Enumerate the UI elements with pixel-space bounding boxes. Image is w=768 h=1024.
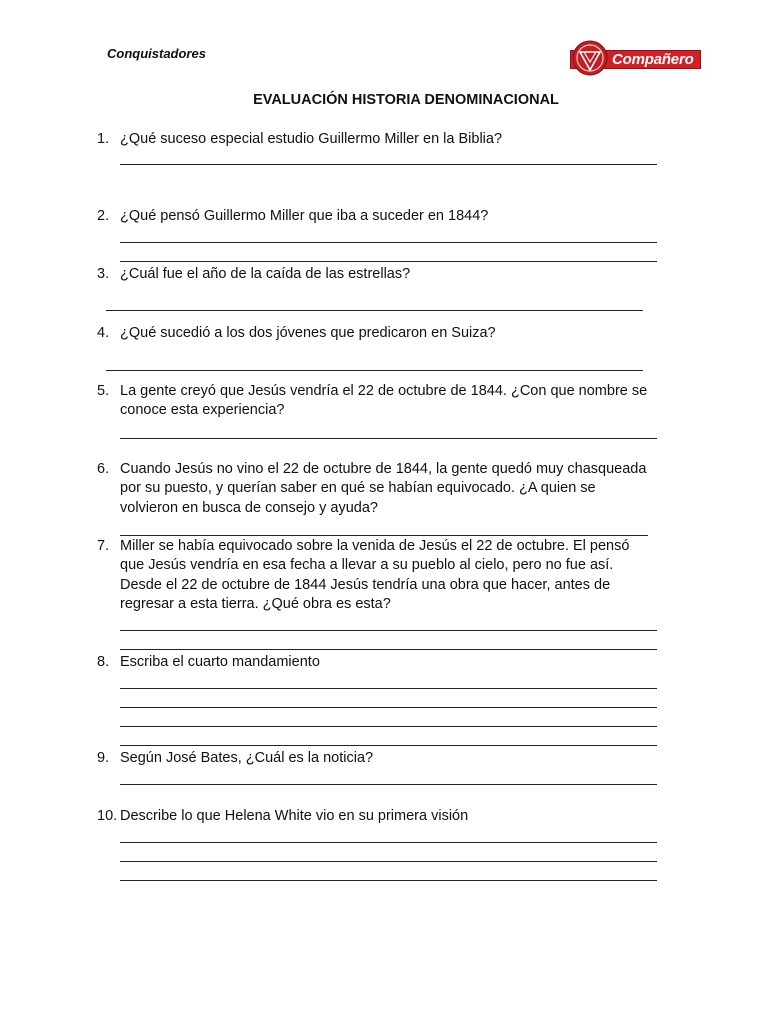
question-4 bbox=[97, 324, 657, 343]
question-text: La gente creyó que Jesús vendría el 22 de octubre de 1844. ¿Con que nombre se conoce esta experiencia? bbox=[120, 383, 648, 419]
question-number: 8. bbox=[97, 654, 110, 670]
answer-line[interactable] bbox=[120, 535, 648, 536]
answer-line[interactable] bbox=[120, 438, 657, 439]
logo-text: Compañero bbox=[612, 51, 694, 68]
answer-line[interactable] bbox=[106, 310, 643, 311]
question-6 bbox=[97, 460, 657, 518]
question-text: Escriba el cuarto mandamiento bbox=[120, 654, 320, 670]
question-1 bbox=[97, 130, 657, 149]
header-label: Conquistadores bbox=[107, 46, 206, 61]
question-number: 5. bbox=[97, 383, 110, 399]
answer-line[interactable] bbox=[120, 261, 657, 262]
companero-emblem-icon bbox=[572, 40, 608, 76]
answer-line[interactable] bbox=[120, 880, 657, 881]
question-number: 10. bbox=[97, 808, 118, 824]
answer-line[interactable] bbox=[120, 745, 657, 746]
question-3 bbox=[97, 265, 657, 284]
answer-line[interactable] bbox=[120, 164, 657, 165]
answer-line[interactable] bbox=[120, 242, 657, 243]
question-7 bbox=[97, 537, 657, 614]
answer-line[interactable] bbox=[120, 861, 657, 862]
answer-line[interactable] bbox=[120, 649, 657, 650]
answer-line[interactable] bbox=[120, 688, 657, 689]
question-text: Miller se había equivocado sobre la venida de Jesús el 22 de octubre. El pensó que Jesús vendría en esa fecha a llevar a su pueblo al cielo, pero no fue así. Desde el 22 de octubre de 1844 Jesús tendría una obra que hacer, antes de regresar a esta tierra. ¿Qué obra es esta? bbox=[120, 538, 630, 612]
question-text: Según José Bates, ¿Cuál es la noticia? bbox=[120, 750, 374, 766]
question-text: ¿Qué suceso especial estudio Guillermo Miller en la Biblia? bbox=[120, 131, 503, 147]
companero-logo bbox=[570, 40, 702, 76]
answer-line[interactable] bbox=[120, 707, 657, 708]
page-title: EVALUACIÓN HISTORIA DENOMINACIONAL bbox=[253, 92, 559, 108]
question-text: ¿Qué pensó Guillermo Miller que iba a suceder en 1844? bbox=[120, 208, 489, 224]
question-number: 9. bbox=[97, 750, 110, 766]
answer-line[interactable] bbox=[106, 370, 643, 371]
answer-line[interactable] bbox=[120, 842, 657, 843]
question-2 bbox=[97, 207, 657, 226]
question-text: ¿Qué sucedió a los dos jóvenes que predicaron en Suiza? bbox=[120, 325, 496, 341]
question-number: 7. bbox=[97, 538, 110, 554]
answer-line[interactable] bbox=[120, 630, 657, 631]
question-number: 6. bbox=[97, 461, 110, 477]
answer-line[interactable] bbox=[120, 726, 657, 727]
question-number: 1. bbox=[97, 131, 110, 147]
question-text: ¿Cuál fue el año de la caída de las estrellas? bbox=[120, 266, 411, 282]
question-text: Cuando Jesús no vino el 22 de octubre de 1844, la gente quedó muy chasqueada por su puesto, y querían saber en qué se habían equivocado. ¿A quien se volvieron en busca de consejo y ayuda? bbox=[120, 461, 647, 516]
question-10 bbox=[97, 807, 657, 826]
question-9 bbox=[97, 749, 657, 768]
question-number: 4. bbox=[97, 325, 110, 341]
question-5 bbox=[97, 382, 657, 421]
question-8 bbox=[97, 653, 657, 672]
question-text: Describe lo que Helena White vio en su primera visión bbox=[120, 808, 469, 824]
question-number: 2. bbox=[97, 208, 110, 224]
question-number: 3. bbox=[97, 266, 110, 282]
answer-line[interactable] bbox=[120, 784, 657, 785]
